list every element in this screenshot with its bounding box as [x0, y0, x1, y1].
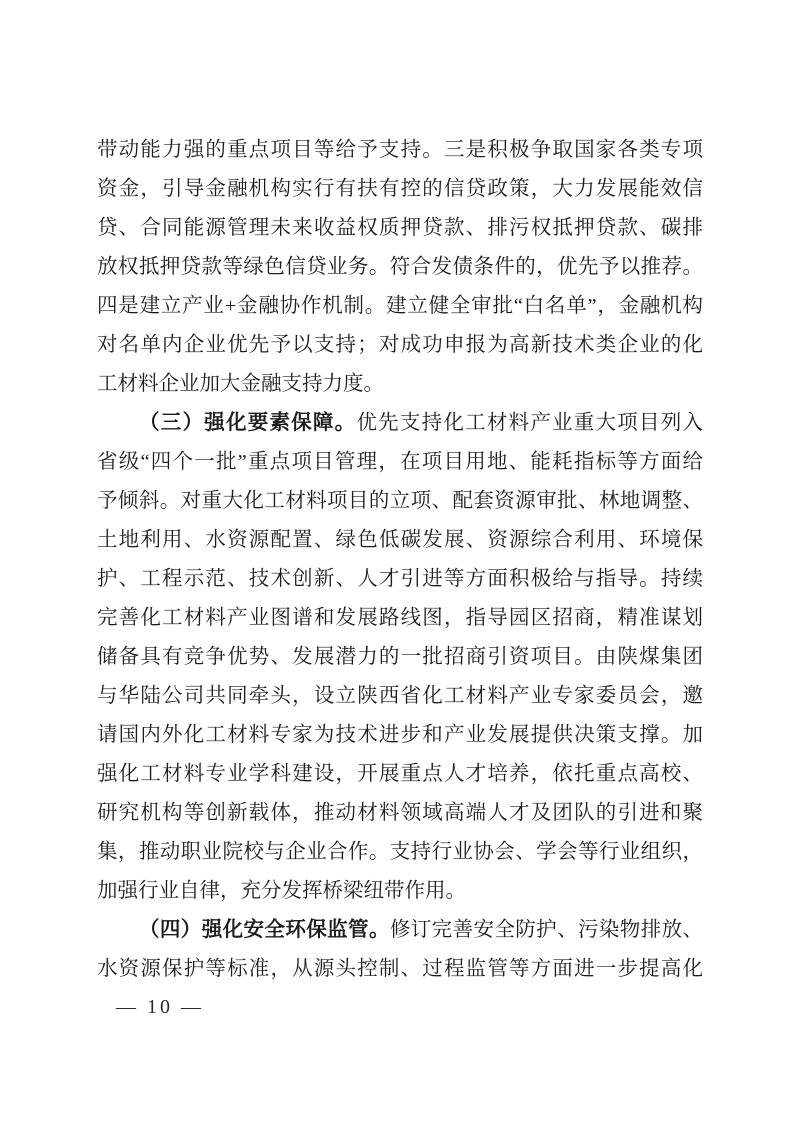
- text-line-content: 四是建立产业+金融协作机制。建立健全审批“白名单”，金融机构: [97, 295, 703, 317]
- text-line: [97, 287, 703, 326]
- paragraph-end-line: [97, 872, 703, 911]
- text-line-content: 资金，引导金融机构实行有扶有控的信贷政策，大力发展能效信: [97, 178, 703, 200]
- page-body: [97, 131, 703, 989]
- text-line-content: 与华陆公司共同牵头，设立陕西省化工材料产业专家委员会，邀: [97, 685, 703, 707]
- text-line: [97, 833, 703, 872]
- text-line: [97, 560, 703, 599]
- text-line-content: 修订完善安全防护、污染物排放、: [389, 919, 703, 941]
- text-line-content: 优先支持化工材料产业重大项目列入: [356, 412, 703, 434]
- text-line-content: 加强行业自律，充分发挥桥梁纽带作用。: [97, 880, 466, 902]
- section-heading-3: （三）强化要素保障。: [139, 412, 357, 434]
- text-line: [97, 677, 703, 716]
- text-line-content: 集，推动职业院校与企业合作。支持行业协会、学会等行业组织，: [97, 841, 703, 863]
- section-heading-4: （四）强化安全环保监管。: [139, 919, 390, 941]
- text-line: [97, 755, 703, 794]
- text-line-content: 省级“四个一批”重点项目管理，在项目用地、能耗指标等方面给: [97, 451, 703, 473]
- text-line-content: 强化工材料专业学科建设，开展重点人才培养，依托重点高校、: [97, 763, 703, 785]
- text-line-content: 放权抵押贷款等绿色信贷业务。符合发债条件的，优先予以推荐。: [97, 256, 703, 278]
- text-line: [97, 599, 703, 638]
- text-line-content: 予倾斜。对重大化工材料项目的立项、配套资源审批、林地调整、: [97, 490, 703, 512]
- text-line: [97, 911, 703, 950]
- text-line: [97, 521, 703, 560]
- text-line: [97, 794, 703, 833]
- text-line-content: 对名单内企业优先予以支持；对成功申报为高新技术类企业的化: [97, 334, 703, 356]
- text-line-content: 水资源保护等标准，从源头控制、过程监管等方面进一步提高化: [97, 958, 703, 980]
- text-line-content: 请国内外化工材料专家为技术进步和产业发展提供决策支撑。加: [97, 724, 703, 746]
- text-line: [97, 404, 703, 443]
- text-line: [97, 170, 703, 209]
- text-line: [97, 131, 703, 170]
- text-line: [97, 326, 703, 365]
- text-line-content: 土地利用、水资源配置、绿色低碳发展、资源综合利用、环境保: [97, 529, 703, 551]
- text-line-content: 带动能力强的重点项目等给予支持。三是积极争取国家各类专项: [97, 139, 703, 161]
- text-line-content: 研究机构等创新载体，推动材料领域高端人才及团队的引进和聚: [97, 802, 703, 824]
- page-number: — 10 —: [116, 996, 204, 1018]
- text-line: [97, 950, 703, 989]
- text-line-content: 贷、合同能源管理未来收益权质押贷款、排污权抵押贷款、碳排: [97, 217, 703, 239]
- text-line-content: 完善化工材料产业图谱和发展路线图，指导园区招商，精准谋划: [97, 607, 703, 629]
- text-line: [97, 209, 703, 248]
- text-line: [97, 482, 703, 521]
- text-line-content: 护、工程示范、技术创新、人才引进等方面积极给与指导。持续: [97, 568, 703, 590]
- text-line: [97, 716, 703, 755]
- text-line: [97, 248, 703, 287]
- text-line: [97, 638, 703, 677]
- text-line-content: 储备具有竞争优势、发展潜力的一批招商引资项目。由陕煤集团: [97, 646, 703, 668]
- text-line: [97, 443, 703, 482]
- text-line-content: 工材料企业加大金融支持力度。: [97, 373, 384, 395]
- paragraph-end-line: [97, 365, 703, 404]
